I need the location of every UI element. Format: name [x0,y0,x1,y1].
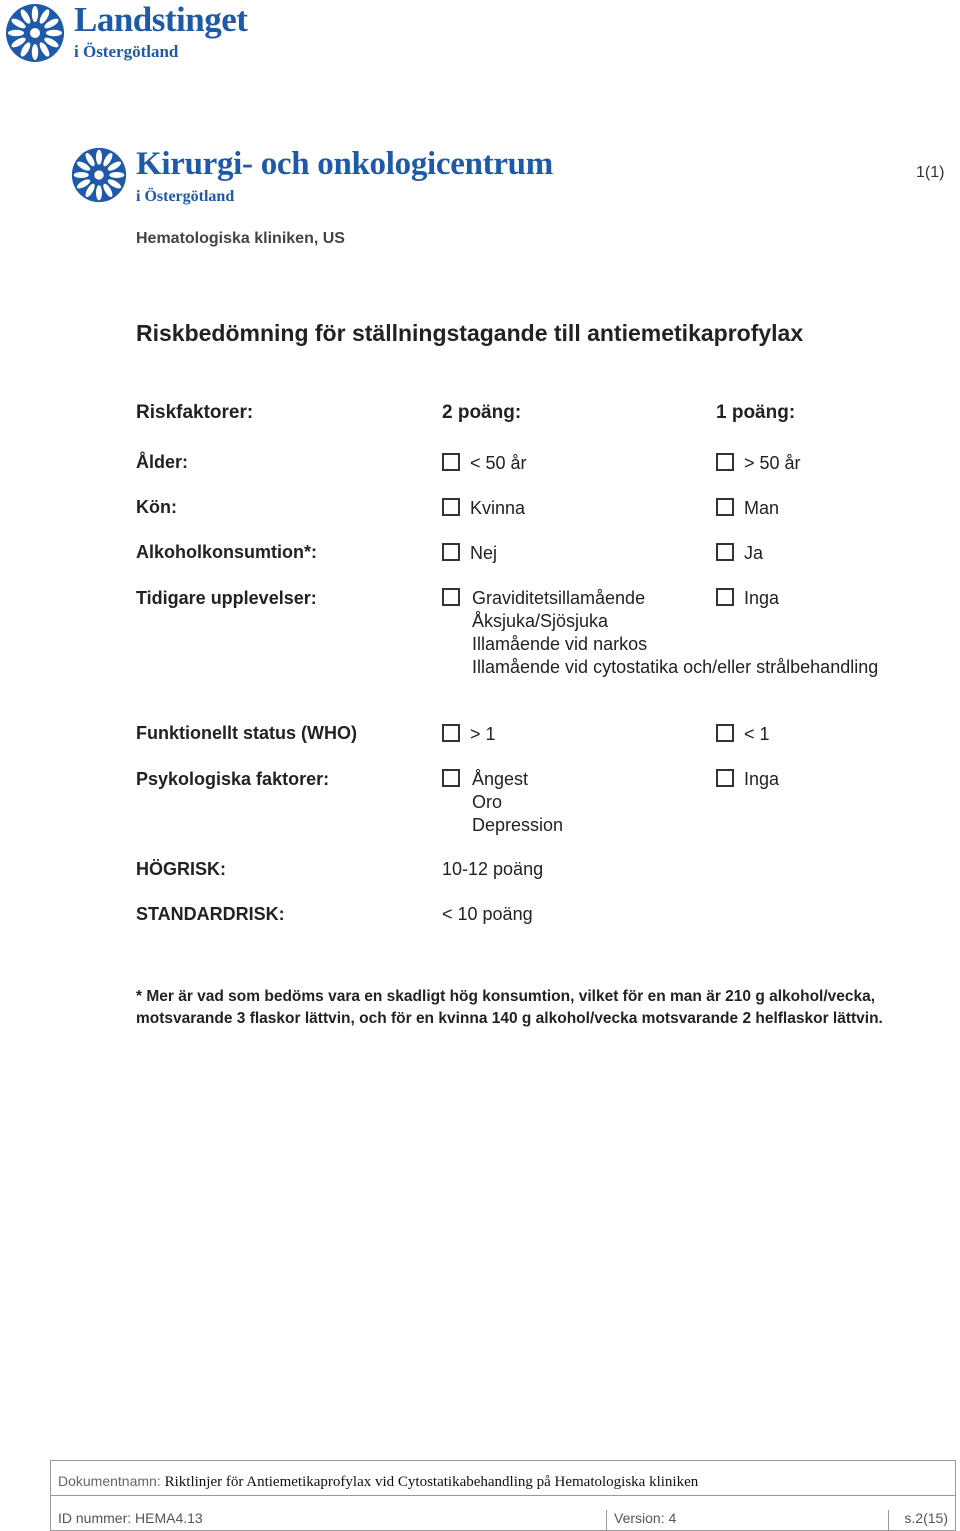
checkbox-icon[interactable] [442,724,460,742]
document-title: Riskbedömning för ställningstagande till antiemetikaprofylax [136,320,804,346]
centre-brand-text [136,146,553,206]
footer-page-number: s.2(15) [904,1510,948,1526]
document-footer [50,1460,956,1531]
option-text: Graviditetsillamående [472,588,646,608]
option-text: Inga [744,588,780,608]
option-text: Ja [744,543,764,563]
version-value: 4 [668,1510,677,1526]
option-who-over-1[interactable] [442,723,496,746]
option-text: Åksjuka/Sjösjuka [472,611,609,631]
checkbox-icon[interactable] [716,498,734,516]
option-text: Oro [472,792,503,812]
alcohol-footnote: * Mer är vad som bedöms vara en skadligt hög konsumtion, vilket för en man är 210 g alkohol/vecka, motsvarande 3 flaskor lättvin, och för en kvinna 140 g alkohol/vecka motsvarande 2 helflaskor lättvin. [136,988,883,1027]
checkbox-icon[interactable] [442,498,460,516]
option-text: Inga [744,769,780,789]
docname-label: Dokumentnamn: [58,1473,161,1489]
option-text: < 1 [744,724,770,744]
option-age-over-50[interactable] [716,452,801,475]
snowflake-emblem-icon [70,146,128,204]
option-text: Illamående vid cytostatika och/eller strålbehandling [472,657,879,677]
centre-logo [70,146,553,206]
row-label-functional-status: Funktionellt status (WHO) [136,723,357,743]
docname-value: Riktlinjer för Antiemetikaprofylax vid Cytostatikabehandling på Hematologiska kliniken [164,1474,699,1490]
org-sub: i Östergötland [74,42,179,61]
checkbox-icon[interactable] [716,453,734,471]
option-psych-anxiety[interactable] [442,768,563,837]
checkbox-icon[interactable] [716,543,734,561]
row-label-age: Ålder: [136,452,189,472]
row-label-gender: Kön: [136,497,177,517]
option-text: Ångest [472,769,529,789]
checkbox-icon[interactable] [716,769,734,787]
checkbox-icon[interactable] [716,724,734,742]
footer-row-meta [51,1496,955,1530]
high-risk-label: HÖGRISK: [136,859,226,879]
option-gender-man[interactable] [716,497,779,520]
centre-name: Kirurgi- och onkologicentrum [136,146,553,182]
option-text: Nej [470,543,498,563]
option-text: Kvinna [470,498,526,518]
option-text: > 1 [470,724,496,744]
row-label-psychological: Psykologiska faktorer: [136,769,330,789]
id-label: ID nummer: [58,1510,132,1526]
id-value: HEMA4.13 [135,1510,203,1526]
option-text: Illamående vid narkos [472,634,648,654]
option-text: > 50 år [744,453,801,473]
landstinget-brand-text [74,2,247,62]
option-psych-none[interactable] [716,768,779,791]
option-age-under-50[interactable] [442,452,527,475]
checkbox-icon[interactable] [442,769,460,787]
option-text: Man [744,498,780,518]
footer-id-cell [51,1510,607,1530]
option-gender-woman[interactable] [442,497,525,520]
checkbox-icon[interactable] [442,453,460,471]
footer-version-cell [607,1510,889,1530]
footer-page-cell [889,1510,955,1530]
version-label: Version: [614,1510,665,1526]
standard-risk-label: STANDARDRISK: [136,904,285,924]
checkbox-icon[interactable] [442,543,460,561]
option-text: < 50 år [470,453,527,473]
option-alcohol-no[interactable] [442,542,497,565]
option-previous-nausea[interactable] [442,587,878,679]
footer-docname-cell [51,1473,955,1495]
option-who-under-1[interactable] [716,723,770,746]
row-label-alcohol: Alkoholkonsumtion*: [136,542,317,562]
page-count: 1(1) [916,164,945,181]
landstinget-logo [4,2,247,64]
snowflake-emblem-icon [4,2,66,64]
centre-sub: i Östergötland [136,188,235,205]
row-label-previous-experiences: Tidigare upplevelser: [136,588,317,608]
high-risk-value: 10-12 poäng [442,859,544,879]
option-alcohol-yes[interactable] [716,542,763,565]
two-points-header: 2 poäng: [442,402,522,423]
org-name: Landstinget [74,0,248,39]
riskfactors-header: Riskfaktorer: [136,402,254,423]
standard-risk-value: < 10 poäng [442,904,533,924]
clinic-name: Hematologiska kliniken, US [136,230,345,247]
option-previous-none[interactable] [716,587,779,610]
option-text: Depression [472,815,564,835]
checkbox-icon[interactable] [442,588,460,606]
footer-row-docname [51,1461,955,1496]
one-point-header: 1 poäng: [716,402,796,423]
checkbox-icon[interactable] [716,588,734,606]
